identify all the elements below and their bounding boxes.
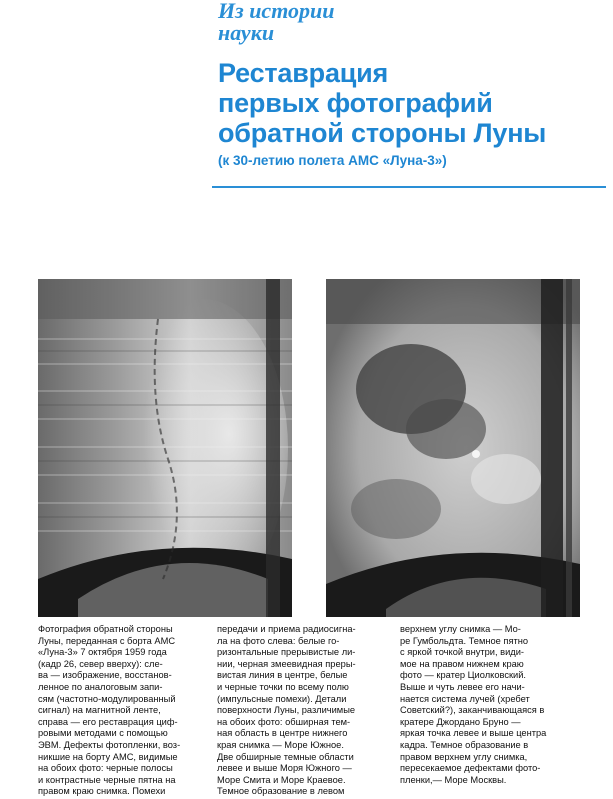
caption-line: нается система лучей (хребет [400, 693, 530, 704]
caption-line: кадра. Темное образование в [400, 739, 529, 750]
caption-column-2 [217, 624, 401, 798]
caption-line: кратере Джордано Бруно — [400, 716, 521, 727]
caption-line: ла на фото слева: белые го- [217, 635, 340, 646]
caption-line: верхнем углу снимка — Мо- [400, 624, 521, 634]
caption-line: фото — кратер Циолковский. [400, 670, 527, 681]
caption-line: (импульсные помехи). Детали [217, 693, 347, 704]
caption-line: на обоих фото: обширная тем- [217, 716, 351, 727]
caption-line: правом краю снимка. Помехи [38, 786, 166, 797]
caption-line: справа — его реставрация циф- [38, 716, 178, 727]
caption-line: ная область в центре нижнего [217, 728, 348, 739]
caption-column-3 [400, 624, 584, 786]
caption-line: ризонтальные прерывистые ли- [217, 647, 356, 658]
caption-line: на обоих фото: черные полосы [38, 763, 173, 774]
caption-line: «Луна-3» 7 октября 1959 года [38, 647, 167, 658]
caption-line: края снимка — Море Южное. [217, 739, 344, 750]
caption-line: Фотография обратной стороны [38, 624, 173, 634]
title-line-1: Реставрация [218, 58, 389, 88]
section-rubric [218, 0, 518, 44]
moon-photo-restored [326, 279, 580, 617]
caption-line: сигнал) на магнитной ленте, [38, 705, 161, 716]
caption-line: правом верхнем углу снимка, [400, 751, 528, 762]
title-divider [212, 186, 606, 188]
caption-line: Выше и чуть левее его начи- [400, 681, 525, 692]
caption-line: и черные точки по всему полю [217, 681, 349, 692]
caption-line: Луны, переданная с борта АМС [38, 635, 176, 646]
caption-line: левее и выше Моря Южного — [217, 763, 352, 774]
caption-line: сям (частотно-модулированный [38, 693, 176, 704]
caption-line: Темное образование в левом [217, 786, 345, 797]
title-line-2: первых фотографий [218, 88, 493, 118]
caption-line: яркая точка левее и выше центра [400, 728, 547, 739]
caption-line: ровыми методами с помощью [38, 728, 168, 739]
caption-line: Две обширные темные области [217, 751, 354, 762]
caption-line: мое на правом нижнем краю [400, 658, 524, 669]
caption-line: ре Гумбольдта. Темное пятно [400, 635, 529, 646]
caption-line: пересекаемое дефектами фото- [400, 763, 541, 774]
article-subtitle: (к 30-летию полета АМС «Луна-3») [218, 153, 447, 168]
caption-line: (кадр 26, север вверху): сле- [38, 658, 163, 669]
caption-line: Советский?), заканчивающаяся в [400, 705, 545, 716]
caption-line: и контрастные черные пятна на [38, 774, 176, 785]
caption-line: Море Смита и Море Краевое. [217, 774, 346, 785]
caption-line: ва — изображение, восстанов- [38, 670, 172, 681]
caption-line: нии, черная змеевидная преры- [217, 658, 356, 669]
moon-photo-analog [38, 279, 292, 617]
caption-line: ленное по аналоговым запи- [38, 681, 163, 692]
rubric-line-2: науки [218, 20, 275, 45]
caption-line: пленки,— Море Москвы. [400, 774, 507, 785]
caption-line: ЭВМ. Дефекты фотопленки, воз- [38, 739, 181, 750]
rubric-line-1: Из истории [218, 0, 335, 23]
caption-line: никшие на борту АМС, видимые [38, 751, 178, 762]
caption-line: поверхности Луны, различимые [217, 705, 356, 716]
caption-line: вистая линия в центре, белые [217, 670, 348, 681]
title-line-3: обратной стороны Луны [218, 118, 547, 148]
article-title [218, 58, 598, 148]
caption-line: с яркой точкой внутри, види- [400, 647, 524, 658]
caption-column-1 [38, 624, 222, 798]
caption-line: передачи и приема радиосигна- [217, 624, 356, 634]
